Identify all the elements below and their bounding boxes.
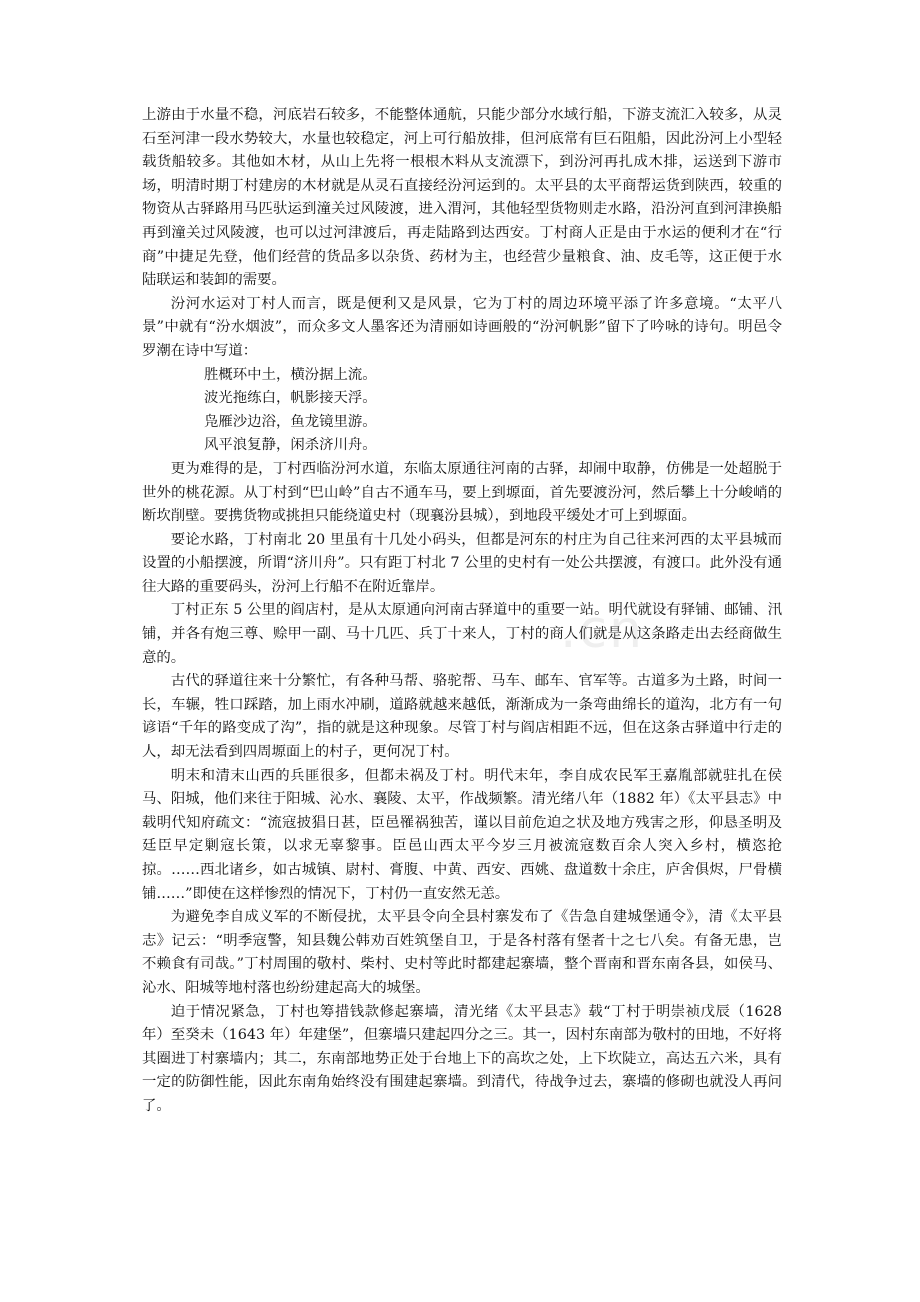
- paragraph-water-route: 要论水路，丁村南北 20 里虽有十几处小码头，但都是河东的村庄为自己往来河西的太平县城而设置的小船摆渡，所谓“济川舟”。只有距丁村北 7 公里的史村有一处公共摆渡，有渡口。此外没有通往大路的重要码头，汾河上行船不在附近靠岸。: [142, 531, 782, 595]
- poem: [142, 364, 782, 458]
- paragraph-water-transport: 上游由于水量不稳，河底岩石较多，不能整体通航，只能少部分水域行船，下游支流汇入较多，从灵石至河津一段水势较大，水量也较稳定，河上可行船放排，但河底常有巨石阻船，因此汾河上小型轻载货船较多。其他如木材，从山上先将一根根木料从支流漂下，到汾河再扎成木排，运送到下游市场，明清时期丁村建房的木材就是从灵石直接经汾河运到的。太平县的太平商帮运货到陕西，较重的物资从古驿路用马匹驮运到潼关过风陵渡，进入渭河，其他轻型货物则走水路，沿汾河直到河津换船再到潼关过风陵渡，也可以过河津渡后，再走陆路到达西安。丁村商人正是由于水运的便利才在“行商”中捷足先登，他们经营的货品多以杂货、药材为主，也经营少量粮食、油、皮毛等，这正便于水陆联运和装卸的需要。: [142, 107, 782, 289]
- paragraph-fenhe-scenery: 汾河水运对丁村人而言，既是便利又是风景，它为丁村的周边环境平添了许多意境。“太平八景”中就有“汾水烟波”，而众多文人墨客还为清丽如诗画般的“汾河帆影”留下了吟咏的诗句。明邑令罗潮在诗中写道：: [142, 295, 782, 359]
- poem-line: 胜概环中土，横汾据上流。: [204, 366, 377, 383]
- poem-line: 波光拖练白，帆影接天浮。: [204, 390, 377, 407]
- paragraph-village-wall: 迫于情况紧急，丁村也筹措钱款修起寨墙，清光绪《太平县志》载“丁村于明崇祯戊辰（1628 年）至癸未（1643 年）年建堡”，但寨墙只建起四分之三。其一，因村东南部为敬村的田地，不好将其圈进丁村寨墙内；其二，东南部地势正处于台地上下的高坎之处，上下坎陡立，高达五六米，具有一定的防御性能，因此东南角始终没有围建起寨墙。到清代，待战争过去，寨墙的修砌也就没人再问了。: [142, 1003, 782, 1114]
- paragraph-yandian-station: 丁村正东 5 公里的阎店村，是从太原通向河南古驿道中的重要一站。明代就设有驿铺、邮铺、汛铺，并各有炮三尊、赊甲一副、马十几匹、兵丁十来人，丁村的商人们就是从这条路走出去经商做生意的。: [142, 602, 782, 666]
- paragraph-ming-qing-wars: 明末和清末山西的兵匪很多，但都未祸及丁村。明代末年，李自成农民军王嘉胤部就驻扎在侯马、阳城，他们来往于阳城、沁水、襄陵、太平，作战频繁。清光绪八年（1882 年）《太平县志》中载明代知府疏文：“流寇披猖日甚，臣邑罹祸独苦，谨以目前危迫之状及地方残害之形，仰恳圣明及廷臣早定剿寇长策，以求无辜黎事。臣邑山西太平今岁三月被流寇数百余人突入乡村，横恣抢掠。……西北诸乡，如古城镇、尉村、膏腹、中黄、西安、西姚、盘道数十余庄，庐舍俱烬，尸骨横铺……”即使在这样惨烈的情况下，丁村仍一直安然无恙。: [142, 767, 782, 902]
- document-body: [142, 104, 782, 1119]
- poem-line: 风平浪复静，闲杀济川舟。: [204, 437, 377, 454]
- poem-line: 凫雁沙边浴，鱼龙镜里游。: [204, 413, 377, 430]
- paragraph-peach-garden: 更为难得的是，丁村西临汾河水道，东临太原通往河南的古驿，却闹中取静，仿佛是一处超脱于世外的桃花源。从丁村到“巴山岭”自古不通车马，要上到塬面，首先要渡汾河，然后攀上十分峻峭的断坎削壁。要携货物或挑担只能绕道史村（现襄汾县城），到地段平缓处才可上到塬面。: [142, 460, 782, 525]
- paragraph-ancient-road: 古代的驿道往来十分繁忙，有各种马帮、骆驼帮、马车、邮车、官军等。古道多为土路，时间一长，车辗，牲口踩踏，加上雨水冲刷，道路就越来越低，渐渐成为一条弯曲绵长的道沟，北方有一句谚语“千年的路变成了沟”，指的就是这种现象。尽管丁村与阎店相距不远，但在这条古驿道中行走的人，却无法看到四周塬面上的村子，更何况丁村。: [142, 673, 782, 761]
- paragraph-fort-order: 为避免李自成义军的不断侵扰，太平县令向全县村寨发布了《告急自建城堡通令》，清《太平县志》记云：“明季寇警，知县魏公韩劝百姓筑堡自卫，于是各村落有堡者十之七八矣。有备无患，岂不赖食有司哉。”丁村周围的敬村、柴村、史村等此时都建起寨墙，整个晋南和晋东南各县，如侯马、沁水、阳城等地村落也纷纷建起高大的城堡。: [142, 909, 782, 996]
- watermark: .cn: [560, 600, 645, 660]
